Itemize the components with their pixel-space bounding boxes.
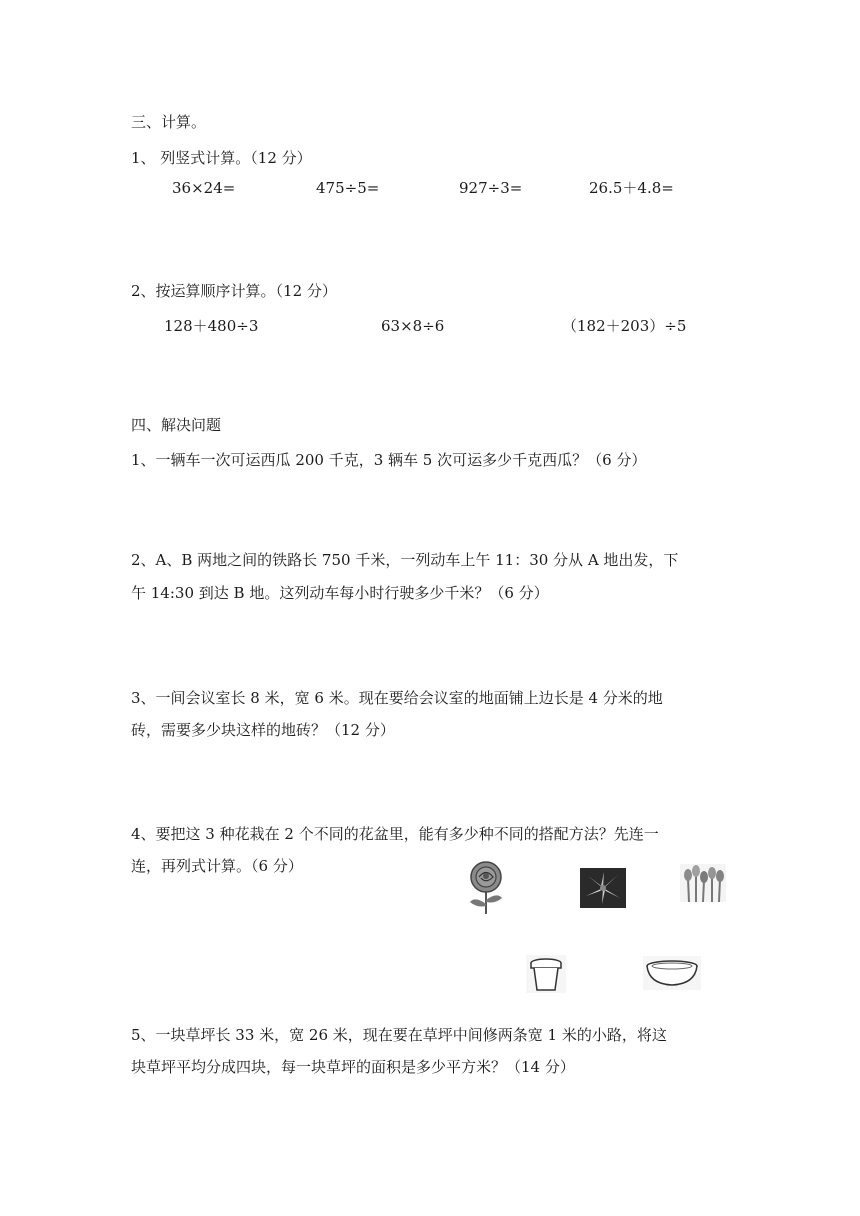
q2-item-2: 63×8÷6 (381, 317, 445, 335)
problem-3-line-1: 3、一间会议室长 8 米，宽 6 米。现在要给会议室的地面铺上边长是 4 分米的地 (131, 689, 663, 707)
problem-1: 1、一辆车一次可运西瓜 200 千克，3 辆车 5 次可运多少千克西瓜？（6 分） (131, 451, 647, 469)
q2-item-1: 128＋480÷3 (164, 317, 259, 335)
q1-label: 1、 列竖式计算。（12 分） (131, 149, 312, 167)
q2-label: 2、按运算顺序计算。（12 分） (131, 282, 337, 300)
problem-4-line-2: 连，再列式计算。（6 分） (131, 857, 303, 875)
section-4-heading: 四、解决问题 (131, 416, 222, 434)
q1-item-2: 475÷5= (316, 179, 380, 197)
wide-bowl-pot-icon (643, 956, 701, 990)
problem-2-line-1: 2、A、B 两地之间的铁路长 750 千米，一列动车上午 11：30 分从 A 地出发，下 (131, 551, 679, 569)
problem-2-line-2: 午 14:30 到达 B 地。这列动车每小时行驶多少千米？（6 分） (131, 584, 549, 602)
problem-5-line-1: 5、一块草坪长 33 米，宽 26 米，现在要在草坪中间修两条宽 1 米的小路，将这 (131, 1026, 667, 1044)
lily-icon (580, 868, 626, 908)
section-3-heading: 三、计算。 (131, 113, 207, 131)
q1-item-4: 26.5＋4.8= (589, 179, 674, 197)
problem-4-line-1: 4、要把这 3 种花栽在 2 个不同的花盆里，能有多少种不同的搭配方法？先连一 (131, 825, 659, 843)
tulip-icon (680, 864, 726, 902)
q1-item-1: 36×24= (172, 179, 236, 197)
rose-icon (465, 860, 507, 916)
problem-3-line-2: 砖，需要多少块这样的地砖？（12 分） (131, 721, 395, 739)
q1-item-3: 927÷3= (459, 179, 523, 197)
q2-item-3: （182＋203）÷5 (562, 317, 687, 335)
flower-pot-icon (526, 955, 566, 993)
problem-5-line-2: 块草坪平均分成四块，每一块草坪的面积是多少平方米？（14 分） (131, 1058, 575, 1076)
